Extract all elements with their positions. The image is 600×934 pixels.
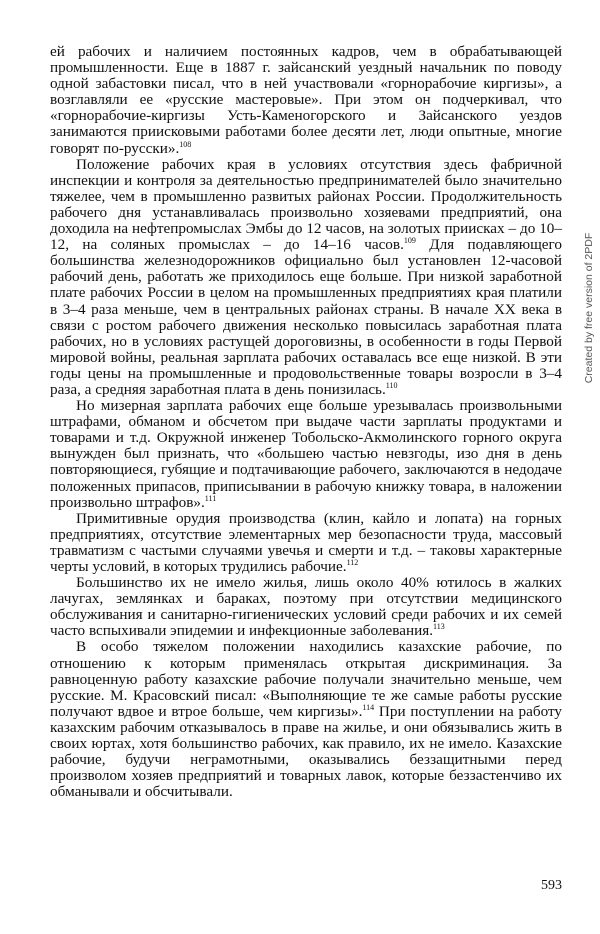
paragraph-1-text: ей рабочих и наличием постоянных кадров, чем в обрабатывающей промышленности. Еще в 1887 г. зайсанский уездный начальник по поводу одной забастовки писал, что в ней участвовали «горнорабочие киргизы», а возглавляли ее «русские мастеровые». При этом он подчеркивал, что «горнорабочие-киргизы Усть-Каменогорского и Зайсанского уездов занимаются приисковыми работами более десяти лет, люди опытные, многие говорят по-русски». [50, 43, 562, 157]
footnote-ref-114: 114 [362, 702, 375, 712]
paragraph-5 [50, 575, 562, 639]
footnote-ref-110: 110 [385, 380, 398, 390]
paragraph-3-text: Но мизерная зарплата рабочих еще больше урезывалась произвольными штрафами, обманом и обсчетом при выдаче части зарплаты продуктами и товарами и т.д. Окружной инженер Тобольско-Акмолинского горного округа вынужден был признать, что «большею частью невзгоды, изо дня в день повторяющиеся, губящие и подтачивающие рабочего, заключаются в недодаче положенных припасов, приписывании в рабочую книжку товара, в наложении произвольно штрафов». [50, 397, 562, 511]
paragraph-2-text: Положение рабочих края в условиях отсутствия здесь фабричной инспекции и контроля за деятельностью предпринимателей было значительно тяжелее, чем в промышленно развитых районах России. Продолжительность рабочего дня устанавливалась произвольно хозяевами предприятий, она доходила на нефтепромыслах Эмбы до 12 часов, на золотых приисках – до 10–12, на соляных промыслах – до 14–16 часов. [50, 155, 562, 254]
page-number: 593 [541, 878, 562, 893]
paragraph-3 [50, 398, 562, 511]
paragraph-6 [50, 639, 562, 800]
page-body [50, 44, 562, 800]
footnote-ref-111: 111 [204, 493, 217, 503]
paragraph-4 [50, 511, 562, 575]
paragraph-2 [50, 157, 562, 398]
footnote-ref-113: 113 [433, 622, 445, 632]
footnote-ref-112: 112 [346, 558, 359, 567]
paragraph-6-text-cont: При поступлении на работу казахским рабочим отказывалось в праве на жилье, и они обязывались жить в своих юртах, хотя большинство рабочих, как правило, их не имело. Казахские рабочие, будучи неграмотными, оказывались беззащитными перед произволом хозяев предприятий и товарных лавок, которые беззастенчиво их обманывали и обсчитывали. [50, 702, 562, 801]
paragraph-5-text: Большинство их не имело жилья, лишь около 40% ютилось в жалких лачугах, землянках и бараках, поэтому при отсутствии медицинского обслуживания и санитарно-гигиенических условий среди рабочих и их семей часто вспыхивали эпидемии и инфекционные заболевания. [50, 574, 562, 640]
paragraph-6-text: В особо тяжелом положении находились казахские рабочие, по отношению к которым применялась открытая дискриминация. За равноценную работу казахские рабочие получали значительно меньше, чем русские. М. Красовский писал: «Выполняющие те же самые работы русские получают вдвое и втрое больше, чем киргизы». [50, 638, 562, 720]
paragraph-1 [50, 44, 562, 157]
paragraph-4-text: Примитивные орудия производства (клин, кайло и лопата) на горных предприятиях, отсутствие элементарных мер безопасности труда, массовый травматизм с частыми случаями увечья и смерти и т.д. – таковы характерные черты условий, в которых трудились рабочие. [50, 509, 562, 575]
paragraph-2-text-cont: Для подавляющего большинства железнодорожников официально был установлен 12-часовой рабочий день, работать же приходилось еще больше. При низкой заработной плате рабочих России в целом на промышленных предприятиях края платили в 3–4 раза меньше, чем в центральных районах страны. В начале XX века в связи с ростом рабочего движения несколько повысилась заработная плата рабочих, но в условиях растущей дороговизны, в особенности в годы Первой мировой войны, реальная зарплата рабочих оставалась все еще низкой. В эти годы цены на промышленные и продовольственные товары возросли в 3–4 раза, а средняя заработная плата в день понизилась. [50, 236, 562, 398]
footnote-ref-109: 109 [403, 236, 416, 246]
watermark [583, 232, 599, 384]
footnote-ref-108: 108 [179, 139, 192, 149]
watermark-text: Created by free version of 2PDF [583, 232, 595, 384]
